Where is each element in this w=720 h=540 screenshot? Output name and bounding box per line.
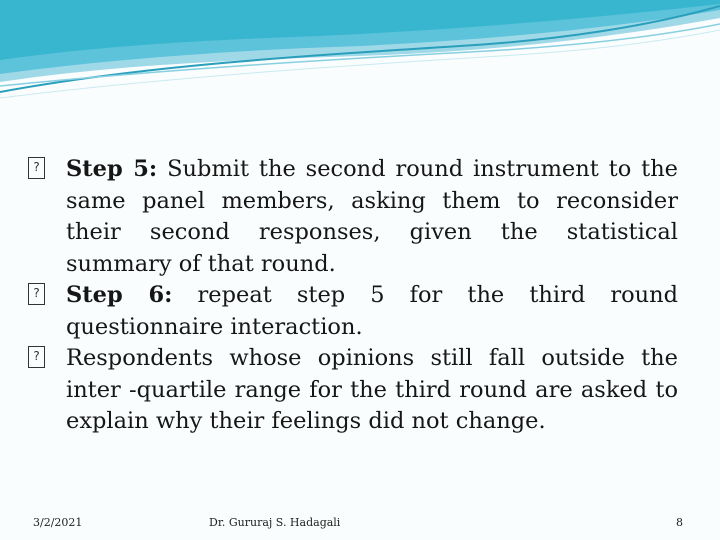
footer-page-number: 8	[676, 516, 683, 529]
bullet-step-6-text: repeat step 5 for the third round questionnaire interaction.	[66, 282, 679, 340]
bullet-step-5-text: Submit the second round instrument to the same panel members, asking them to reconsider their second responses, given the statistical summary of that round.	[66, 156, 678, 277]
slide-body	[28, 154, 678, 438]
footer-date: 3/2/2021	[33, 516, 83, 529]
header-wave-decoration	[0, 0, 720, 110]
bullet-step-5	[28, 154, 678, 280]
missing-glyph-bullet-icon: ?	[28, 157, 45, 179]
missing-glyph-bullet-icon: ?	[28, 346, 45, 368]
bullet-step-6-heading: Step 6:	[66, 282, 173, 308]
footer-author: Dr. Gururaj S. Hadagali	[209, 516, 341, 529]
missing-glyph-bullet-icon: ?	[28, 283, 45, 305]
bullet-step-5-heading: Step 5:	[66, 156, 158, 182]
bullet-respondents-text: Respondents whose opinions still fall outside the inter -quartile range for the third round are asked to explain why their feelings did not change.	[66, 345, 678, 434]
bullet-step-6	[28, 280, 678, 343]
bullet-respondents	[28, 343, 678, 438]
